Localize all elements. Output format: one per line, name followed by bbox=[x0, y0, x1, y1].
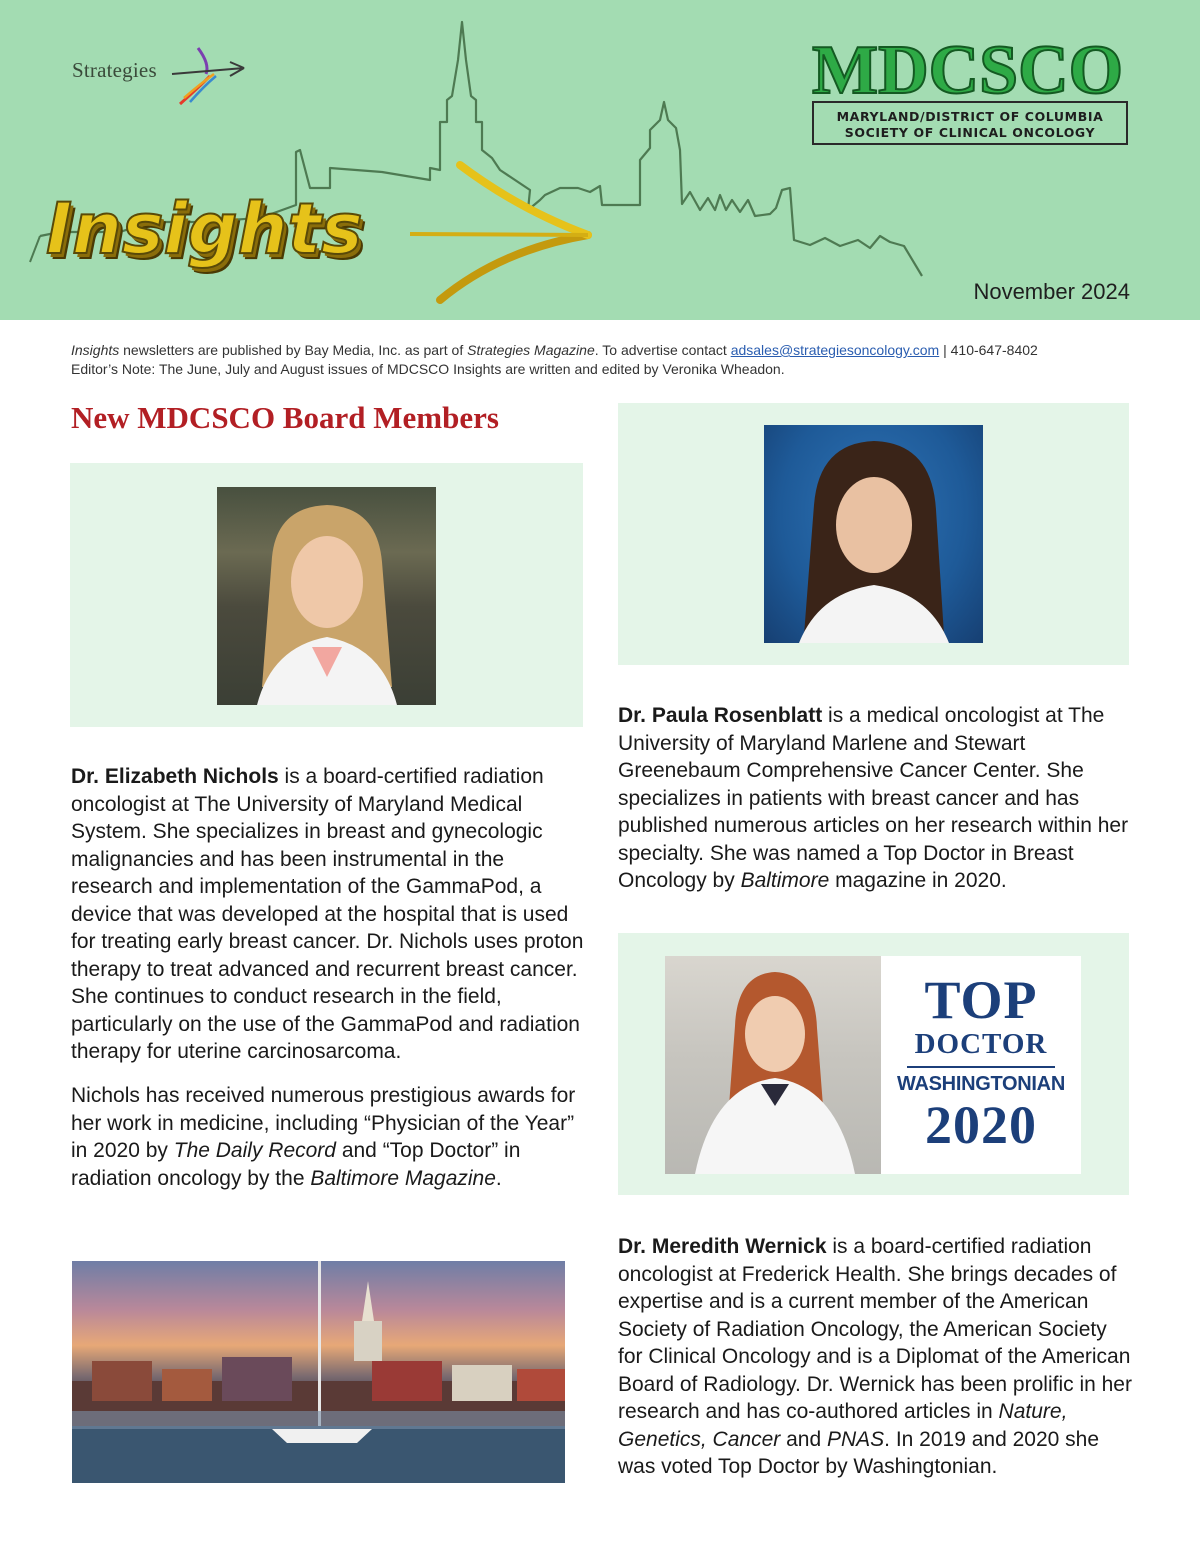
top-doctor-badge-line1: TOP bbox=[924, 970, 1038, 1030]
rosenblatt-portrait bbox=[764, 425, 983, 643]
wernick-bio-text-1: is a board-certified radiation oncologist at Frederick Health. She brings decades of expertise and is a current member of the American Society of Radiation Oncology, the American Society for Clinical Oncology and is a Diplomat of the American Board of Radiology. Dr. Wernick has been prolific in her research and has co-authored articles in bbox=[618, 1235, 1132, 1423]
wernick-bio bbox=[618, 1233, 1133, 1481]
publisher-note bbox=[71, 341, 1141, 379]
wernick-bio-and: and bbox=[780, 1427, 827, 1451]
nichols-awards-text-1: Nichols has received numerous prestigious awards for her work in medicine, including “Physician of the Year” in 2020 by bbox=[71, 1084, 576, 1162]
society-name-line1: MARYLAND/DISTRICT OF COLUMBIA bbox=[836, 109, 1104, 124]
wernick-portrait bbox=[665, 956, 881, 1174]
nichols-bio-text: is a board-certified radiation oncologist at The University of Maryland Medical System. She specializes in breast and gynecologic malignancies and has been instrumental in the research and implementation of the GammaPod, a device that was developed at the hospital that is used for treating early breast cancer. Dr. Nichols uses proton therapy to treat advanced and recurrent breast cancer. She continues to conduct research in the field, particularly on the use of the GammaPod and radiation therapy for uterine carcinosarcoma. bbox=[71, 765, 584, 1063]
society-name-line2: SOCIETY OF CLINICAL ONCOLOGY bbox=[844, 125, 1096, 140]
society-name-box bbox=[812, 101, 1128, 145]
newsletter-masthead bbox=[0, 0, 1200, 320]
insights-title: Insights bbox=[46, 188, 363, 270]
rosenblatt-bio-text-1: is a medical oncologist at The University of Maryland Marlene and Stewart Greenebaum Comprehensive Cancer Center. She specializes in patients with breast cancer and has published numerous articles on her research within her specialty. She was named a Top Doctor in Breast Oncology by bbox=[618, 704, 1129, 892]
note-magazine-name: Strategies Magazine bbox=[467, 342, 595, 358]
nichols-portrait bbox=[217, 487, 436, 705]
rosenblatt-bio-text-2: magazine in 2020. bbox=[829, 869, 1007, 892]
note-insights-word: Insights bbox=[71, 342, 120, 358]
rosenblatt-bio-pub: Baltimore bbox=[740, 869, 830, 892]
rosenblatt-bio bbox=[618, 702, 1133, 895]
section-title: New MDCSCO Board Members bbox=[71, 400, 499, 435]
nichols-awards-pub-1: The Daily Record bbox=[173, 1139, 336, 1162]
wernick-bio-text-2: . In 2019 and 2020 she was voted Top Doctor by Washingtonian. bbox=[618, 1427, 1100, 1478]
society-acronym: MDCSCO bbox=[812, 32, 1124, 109]
nichols-awards bbox=[71, 1082, 586, 1192]
strategies-swoosh-icon bbox=[170, 44, 250, 108]
strategies-logo: Strategies bbox=[72, 58, 157, 82]
nichols-bio bbox=[71, 763, 586, 1066]
insights-arrow-icon bbox=[410, 160, 600, 305]
nichols-awards-text-2: and “Top Doctor” in radiation oncology by the bbox=[71, 1139, 521, 1190]
top-doctor-badge-line2: DOCTOR bbox=[914, 1028, 1048, 1060]
editor-note: Editor’s Note: The June, July and August issues of MDCSCO Insights are written and edited by Veronika Wheadon. bbox=[71, 361, 785, 377]
top-doctor-badge-divider bbox=[907, 1066, 1055, 1068]
rosenblatt-name: Dr. Paula Rosenblatt bbox=[618, 704, 823, 727]
advertising-email-link[interactable]: adsales@strategiesoncology.com bbox=[730, 342, 940, 358]
wernick-bio-pub-2: PNAS bbox=[826, 1427, 885, 1451]
note-text-1: newsletters are published by Bay Media, Inc. as part of bbox=[119, 342, 468, 358]
wernick-bio-pubs: Nature, Genetics, Cancer bbox=[618, 1400, 1068, 1451]
nichols-awards-text-3: . bbox=[495, 1166, 502, 1190]
nichols-name: Dr. Elizabeth Nichols bbox=[71, 765, 279, 788]
note-phone: | 410-647-8402 bbox=[939, 342, 1038, 358]
top-doctor-badge-line3: WASHINGTONIAN bbox=[897, 1073, 1065, 1095]
nichols-awards-pub-2: Baltimore Magazine bbox=[310, 1166, 496, 1190]
top-doctor-badge bbox=[881, 956, 1081, 1174]
issue-date: November 2024 bbox=[973, 279, 1130, 304]
top-doctor-badge-line4: 2020 bbox=[925, 1095, 1037, 1155]
annapolis-harbor-photo bbox=[72, 1261, 565, 1483]
wernick-name: Dr. Meredith Wernick bbox=[618, 1235, 827, 1258]
note-text-2: . To advertise contact bbox=[594, 342, 731, 358]
